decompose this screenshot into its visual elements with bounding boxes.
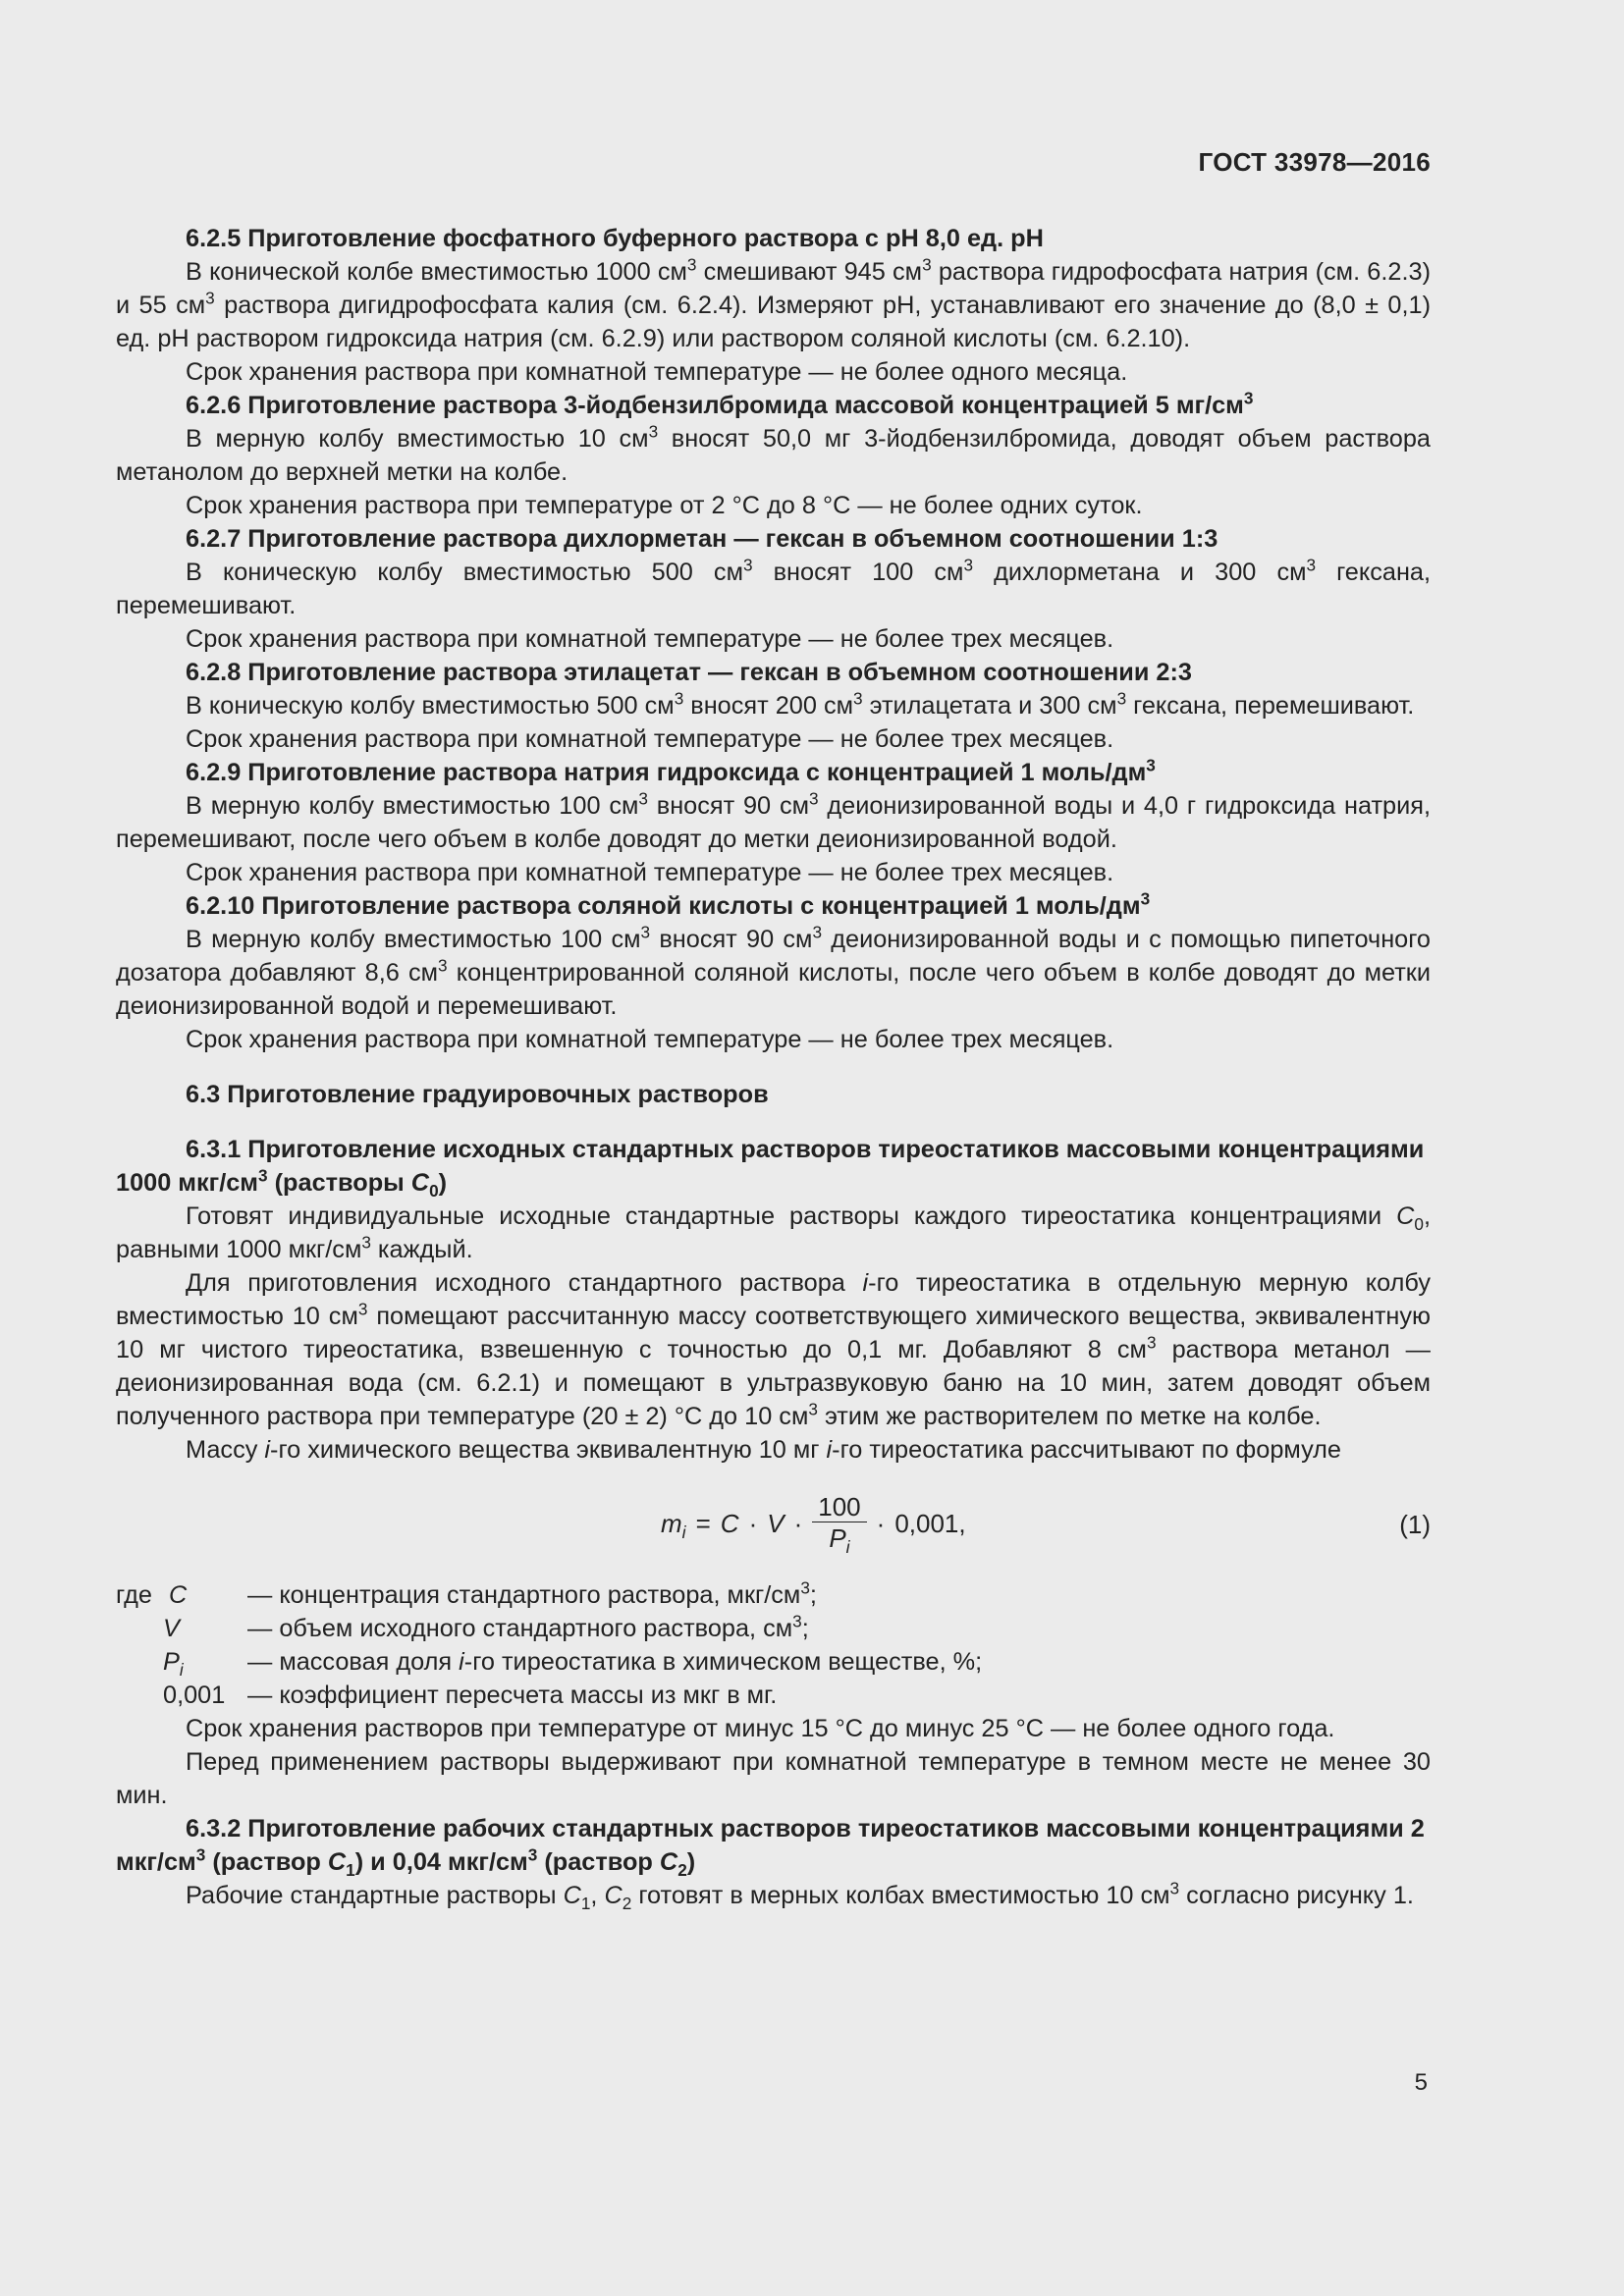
storage-note: Срок хранения раствора при температуре от 2 °С до 8 °С — не более одних суток. — [186, 492, 1143, 519]
storage-note: Срок хранения раствора при комнатной температуре — не более одного месяца. — [186, 358, 1128, 386]
formula-legend: где C — концентрация стандартного раствора, мкг/$см^3$; V — объем исходного стандартного раствора, $см^3$; $P_i$ — массовая доля i-го тиреостатика в химическом веществе, %; 0,001 — коэффициент пересчета массы из мкг в мг. — [116, 1577, 983, 1709]
paragraph: Готовят индивидуальные исходные стандартные растворы каждого тиреостатика концентрациями $C_0$, равными 1000 мкг/$см^3$ каждый. — [116, 1202, 1431, 1263]
storage-note: Срок хранения раствора при комнатной температуре — не более трех месяцев. — [186, 859, 1114, 886]
paragraph: В мерную колбу вместимостью 100 $см^3$ вносят 90 $см^3$ деионизированной воды и с помощью пипеточного дозатора добавляют 8,6 $см^3$ концентрированной соляной кислоты, после чего объем в колбе доводят до метки деионизированной водой и перемешивают. — [116, 922, 1431, 1020]
heading-6-2-7: 6.2.7 Приготовление раствора дихлорметан — гексан в объемном соотношении 1:3 — [186, 525, 1218, 553]
heading-6-2-9: 6.2.9 Приготовление раствора натрия гидроксида с концентрацией 1 моль/$дм^3$ — [186, 755, 1156, 786]
storage-note: Срок хранения раствора при комнатной температуре — не более трех месяцев. — [186, 625, 1114, 653]
paragraph: В конической колбе вместимостью 1000 $см^3$ смешивают 945 $см^3$ раствора гидрофосфата натрия (см. 6.2.3) и 55 $см^3$ раствора дигидрофосфата калия (см. 6.2.4). Измеряют pH, устанавливают его значение до (8,0 ± 0,1) ед. pH раствором гидроксида натрия (см. 6.2.9) или раствором соляной кислоты (см. 6.2.10). — [116, 254, 1431, 352]
heading-6-3-1: 6.3.1 Приготовление исходных стандартных растворов тиреостатиков массовыми концентрациями 1000 мкг/$см^3$ (растворы $C_0$) — [116, 1136, 1425, 1201]
heading-6-3-2: 6.3.2 Приготовление рабочих стандартных растворов тиреостатиков массовыми концентрациями 2 мкг/$см^3$ (раствор $C_1$) и 0,04 мкг/$см^3$ (раствор $C_2$) — [116, 1815, 1425, 1881]
paragraph: Перед применением растворы выдерживают при комнатной температуре в темном месте не менее 30 мин. — [116, 1748, 1431, 1809]
storage-note: Срок хранения раствора при комнатной температуре — не более трех месяцев. — [186, 725, 1114, 753]
page-number: 5 — [1414, 2069, 1428, 2096]
paragraph: Рабочие стандартные растворы $C_1$, $C_2$ готовят в мерных колбах вместимостью 10 $см^3$ согласно рисунку 1. — [186, 1878, 1414, 1914]
paragraph: В коническую колбу вместимостью 500 $см^3$ вносят 100 $см^3$ дихлорметана и 300 $см^3$ гексана, перемешивают. — [116, 555, 1432, 619]
paragraph: В мерную колбу вместимостью 100 $см^3$ вносят 90 $см^3$ деионизированной воды и 4,0 г гидроксида натрия, перемешивают, после чего объем в колбе доводят до метки деионизированной водой. — [116, 788, 1431, 853]
fraction: $\frac{100}{P_i}$ — [812, 1492, 866, 1554]
heading-6-3: 6.3 Приготовление градуировочных растворов — [186, 1081, 769, 1108]
formula-expression: $m_i$ = C · V · $\frac{100}{P_i}$ · 0,001, — [661, 1492, 966, 1558]
page-body — [116, 222, 1431, 1912]
standard-number: ГОСТ 33978—2016 — [1198, 147, 1431, 177]
heading-6-2-10: 6.2.10 Приготовление раствора соляной кислоты с концентрацией 1 моль/$дм^3$ — [186, 888, 1151, 920]
heading-6-2-5: 6.2.5 Приготовление фосфатного буферного раствора с pH 8,0 ед. pH — [186, 225, 1044, 252]
storage-note: Срок хранения растворов при температуре от минус 15 °С до минус 25 °С — не более одного года. — [186, 1715, 1335, 1742]
paragraph: В мерную колбу вместимостью 10 $см^3$ вносят 50,0 мг 3-йодбензилбромида, доводят объем раствора метанолом до верхней метки на колбе. — [116, 421, 1431, 486]
formula-1 — [116, 1474, 1431, 1573]
equation-number: (1) — [1399, 1510, 1431, 1539]
storage-note: Срок хранения раствора при комнатной температуре — не более трех месяцев. — [186, 1026, 1114, 1053]
paragraph: В коническую колбу вместимостью 500 $см^3$ вносят 200 $см^3$ этилацетата и 300 $см^3$ гексана, перемешивают. — [186, 688, 1415, 720]
paragraph: Массу i-го химического вещества эквивалентную 10 мг i-го тиреостатика рассчитывают по формуле — [186, 1436, 1341, 1464]
heading-6-2-6: 6.2.6 Приготовление раствора 3-йодбензилбромида массовой концентрацией 5 $мг/см^3$ — [186, 388, 1254, 419]
heading-6-2-8: 6.2.8 Приготовление раствора этилацетат — гексан в объемном соотношении 2:3 — [186, 659, 1192, 686]
paragraph: Для приготовления исходного стандартного раствора i-го тиреостатика в отдельную мерную колбу вместимостью 10 $см^3$ помещают рассчитанную массу соответствующего химического вещества, эквивалентную 10 мг чистого тиреостатика, взвешенную с точностью до 0,1 мг. Добавляют 8 $см^3$ раствора метанол — деионизированная вода (см. 6.2.1) и помещают в ультразвуковую баню на 10 мин, затем доводят объем полученного раствора при температуре (20 ± 2) °С до 10 $см^3$ этим же растворителем по метке на колбе. — [116, 1269, 1432, 1430]
